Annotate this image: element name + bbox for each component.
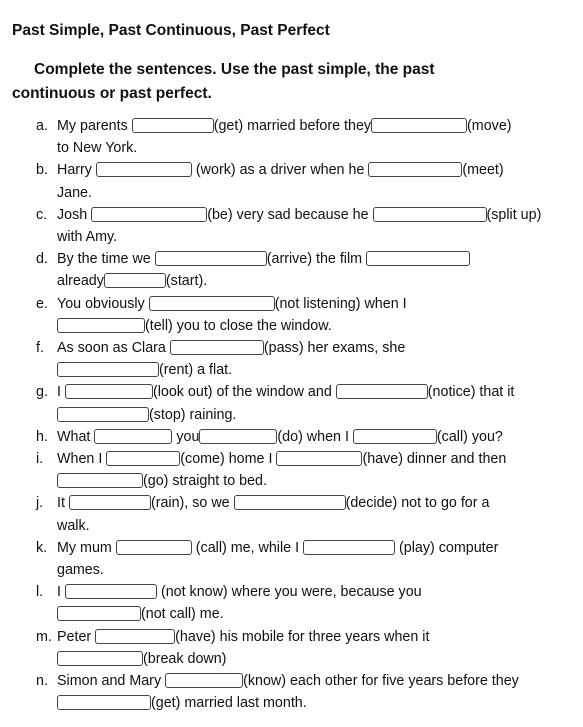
exercise-item-n <box>0 670 583 714</box>
answer-box[interactable] <box>106 451 180 466</box>
item-text: (call) me, while I <box>195 539 300 556</box>
answer-box[interactable] <box>69 495 151 510</box>
answer-box[interactable] <box>373 207 487 222</box>
item-text: (be) very sad because he <box>207 206 369 223</box>
item-text: to New York. <box>57 140 138 157</box>
exercise-item-b <box>0 159 583 203</box>
item-text: (not know) where you were, because you <box>160 584 422 601</box>
exercise-item-h <box>0 426 583 448</box>
item-text: (get) married last month. <box>151 695 307 712</box>
answer-box[interactable] <box>104 273 166 288</box>
item-number: k. <box>36 539 48 556</box>
item-text: (pass) her exams, she <box>263 340 406 357</box>
item-number: c. <box>36 206 48 223</box>
item-text: You obviously <box>57 295 145 312</box>
item-text: (rain), so we <box>150 495 230 512</box>
exercise-item-i <box>0 448 583 492</box>
exercise-item-c <box>0 204 583 248</box>
item-text: I <box>57 584 61 601</box>
item-number: j. <box>36 495 44 512</box>
answer-box[interactable] <box>91 207 207 222</box>
item-text: (look out) of the window and <box>152 384 332 401</box>
answer-box[interactable] <box>336 384 428 399</box>
worksheet-title: Past Simple, Past Continuous, Past Perfect <box>12 22 330 39</box>
answer-box[interactable] <box>65 584 157 599</box>
item-text: (have) dinner and then <box>362 451 507 468</box>
item-text: (start). <box>165 273 208 290</box>
item-text: you <box>176 428 200 445</box>
item-text: Simon and Mary <box>57 673 162 690</box>
item-text: What <box>57 428 91 445</box>
answer-box[interactable] <box>366 251 470 266</box>
answer-box[interactable] <box>371 118 467 133</box>
instructions-line-2: continuous or past perfect. <box>12 85 212 102</box>
answer-box[interactable] <box>132 118 214 133</box>
instructions-line-1: Complete the sentences. Use the past simple, the past <box>34 61 435 78</box>
item-text: games. <box>57 562 104 579</box>
answer-box[interactable] <box>57 695 151 710</box>
item-number: b. <box>36 162 48 179</box>
item-number: m. <box>36 628 52 645</box>
answer-box[interactable] <box>57 651 143 666</box>
item-text: (know) each other for five years before they <box>243 673 519 690</box>
answer-box[interactable] <box>165 673 243 688</box>
item-text: Josh <box>57 206 88 223</box>
item-text: (not listening) when I <box>274 295 407 312</box>
answer-box[interactable] <box>303 540 395 555</box>
item-text: (stop) raining. <box>149 406 237 423</box>
item-text: Harry <box>57 162 92 179</box>
exercise-item-k <box>0 537 583 581</box>
item-text: I <box>57 384 61 401</box>
exercise-item-j <box>0 492 583 536</box>
answer-box[interactable] <box>276 451 362 466</box>
item-text: As soon as Clara <box>57 340 166 357</box>
item-text: (tell) you to close the window. <box>145 317 332 334</box>
answer-box[interactable] <box>57 362 159 377</box>
answer-box[interactable] <box>368 162 462 177</box>
answer-box[interactable] <box>94 429 172 444</box>
item-number: g. <box>36 384 48 401</box>
item-number: a. <box>36 118 48 134</box>
answer-box[interactable] <box>65 384 153 399</box>
item-number: h. <box>36 428 48 445</box>
item-text: When I <box>57 451 103 468</box>
answer-box[interactable] <box>95 629 175 644</box>
answer-box[interactable] <box>57 407 149 422</box>
answer-box[interactable] <box>96 162 192 177</box>
answer-box[interactable] <box>170 340 264 355</box>
item-text: (split up) <box>486 206 542 223</box>
item-text: My parents <box>57 118 128 134</box>
exercise-item-l <box>0 581 583 625</box>
answer-box[interactable] <box>155 251 267 266</box>
item-text: (meet) <box>462 162 504 179</box>
item-text: (call) you? <box>436 428 503 445</box>
item-text: By the time we <box>57 251 151 268</box>
item-text: (get) married before they <box>213 118 372 134</box>
answer-box[interactable] <box>57 318 145 333</box>
item-text: with Amy. <box>57 229 118 246</box>
answer-box[interactable] <box>57 473 143 488</box>
exercise-item-g <box>0 381 583 425</box>
exercise-item-a <box>0 115 583 159</box>
item-text: (not call) me. <box>141 606 224 623</box>
item-text: (play) computer <box>399 539 499 556</box>
item-text: (come) home I <box>180 451 273 468</box>
exercise-item-e <box>0 293 583 337</box>
answer-box[interactable] <box>353 429 437 444</box>
item-text: Jane. <box>57 184 92 201</box>
answer-box[interactable] <box>199 429 277 444</box>
item-text: (notice) that it <box>427 384 515 401</box>
item-number: i. <box>36 451 44 468</box>
item-text: It <box>57 495 65 512</box>
item-text: (arrive) the film <box>266 251 363 268</box>
item-number: n. <box>36 673 48 690</box>
item-number: d. <box>36 251 48 268</box>
item-text: (go) straight to bed. <box>143 473 267 490</box>
item-number: f. <box>36 340 44 357</box>
item-text: Peter <box>57 628 92 645</box>
answer-box[interactable] <box>57 606 141 621</box>
item-text: (work) as a driver when he <box>195 162 365 179</box>
answer-box[interactable] <box>149 296 275 311</box>
item-text: (break down) <box>143 650 227 667</box>
exercise-item-m <box>0 626 583 670</box>
item-text: already <box>57 273 104 290</box>
exercise-item-f <box>0 337 583 381</box>
answer-box[interactable] <box>234 495 346 510</box>
instructions <box>12 58 572 106</box>
item-text: (have) his mobile for three years when it <box>175 628 430 645</box>
item-number: l. <box>36 584 44 601</box>
exercise-item-d <box>0 248 583 292</box>
item-text: (decide) not to go for a <box>345 495 490 512</box>
item-text: (rent) a flat. <box>159 362 233 379</box>
item-text: (do) when I <box>277 428 349 445</box>
answer-box[interactable] <box>116 540 192 555</box>
item-text: My mum <box>57 539 112 556</box>
item-text: (move) <box>467 118 512 134</box>
item-number: e. <box>36 295 48 312</box>
item-text: walk. <box>57 517 90 534</box>
exercise-list <box>0 115 583 714</box>
